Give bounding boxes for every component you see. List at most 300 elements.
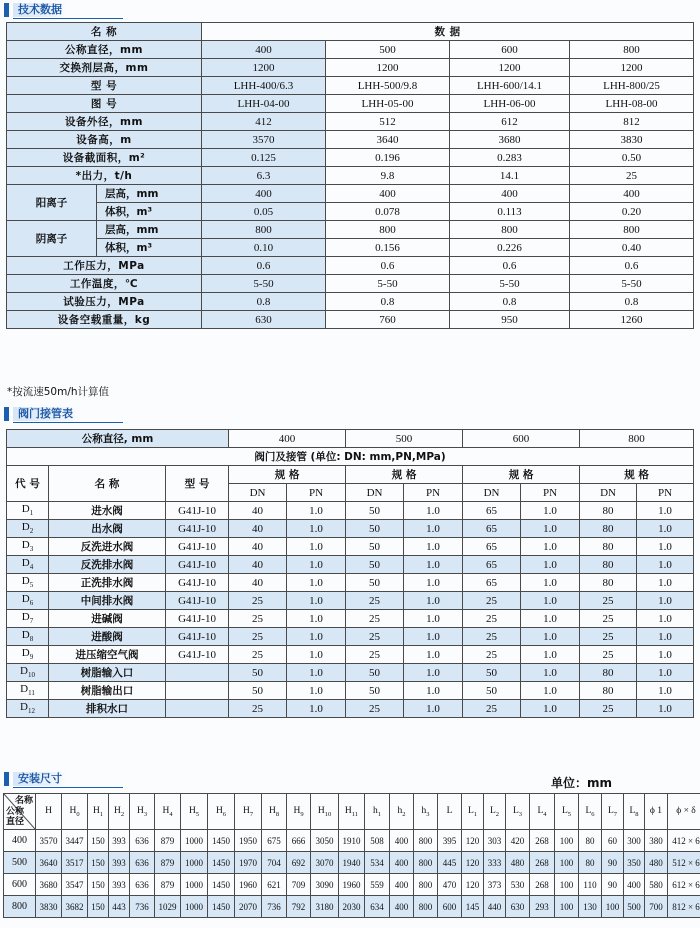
column-subscript: 2: [402, 810, 406, 818]
cell-value: 50: [463, 682, 521, 700]
spec-header: 规 格: [463, 466, 580, 484]
cell-value: 40: [229, 556, 287, 574]
column-header: [262, 794, 287, 830]
cell-value: 100: [555, 874, 579, 896]
valve-code: [7, 556, 49, 574]
header-name: 名 称: [7, 23, 202, 41]
cell-value: 1.0: [521, 520, 580, 538]
valve-name: 出水阀: [49, 520, 166, 538]
table-row: [7, 275, 694, 293]
cell-value: 400: [570, 185, 694, 203]
valve-code: [7, 700, 49, 718]
cell-value: 395: [438, 830, 462, 852]
cell-value: 512: [326, 113, 450, 131]
table-row: [7, 556, 694, 574]
cell-value: 3830: [36, 896, 62, 918]
column-subscript: 1: [473, 810, 478, 818]
cell-value: 40: [229, 538, 287, 556]
cell-value: 1960: [235, 874, 262, 896]
column-subscript: 6: [591, 810, 595, 818]
cell-value: 1.0: [637, 664, 694, 682]
cell-value: 800: [326, 221, 450, 239]
column-header: [530, 794, 555, 830]
row-label: 图 号: [7, 95, 202, 113]
cell-value: 25: [346, 592, 404, 610]
table-header-row: [7, 23, 694, 41]
cell-value: 50: [229, 682, 287, 700]
column-header: [668, 794, 700, 830]
cell-value: 512 × 6: [668, 852, 700, 874]
column-symbol: L: [607, 805, 614, 816]
cell-value: 5-50: [570, 275, 694, 293]
cell-value: 120: [462, 874, 484, 896]
cell-value: 1000: [181, 896, 208, 918]
cell-value: 480: [506, 852, 530, 874]
column-subscript: 7: [249, 810, 254, 818]
table-row: [7, 59, 694, 77]
cell-value: 1.0: [521, 502, 580, 520]
cell-value: 1.0: [404, 574, 463, 592]
cell-value: 268: [530, 830, 555, 852]
cell-value: 25: [346, 628, 404, 646]
column-header: [624, 794, 645, 830]
cell-value: 1.0: [404, 610, 463, 628]
column-subscript: 4: [169, 810, 173, 818]
sub-label: 体积，m³: [97, 203, 202, 221]
table-row: [4, 830, 700, 852]
cell-value: 5-50: [450, 275, 570, 293]
valve-name: 进碱阀: [49, 610, 166, 628]
column-header: [579, 794, 602, 830]
table-row: [7, 149, 694, 167]
column-symbol: ϕ × δ: [676, 805, 696, 816]
table-row: [7, 610, 694, 628]
column-subscript: 5: [567, 810, 572, 818]
table-row: [7, 113, 694, 131]
cell-value: 60: [602, 830, 624, 852]
cell-value: 1.0: [287, 646, 346, 664]
valve-code: [7, 538, 49, 556]
header-data: 数 据: [202, 23, 694, 41]
table-row: [7, 257, 694, 275]
cell-value: 373: [484, 874, 506, 896]
cell-value: 350: [624, 852, 645, 874]
cell-value: 0.05: [202, 203, 326, 221]
cell-value: 800: [414, 874, 438, 896]
cell-value: 120: [462, 830, 484, 852]
cell-value: 3640: [36, 852, 62, 874]
corner-bottom-label: 公称直径: [6, 807, 25, 827]
pn-header: PN: [521, 484, 580, 502]
table-row: [7, 682, 694, 700]
cell-value: 950: [450, 311, 570, 329]
column-symbol: H: [317, 805, 325, 816]
cell-value: 25: [346, 646, 404, 664]
cell-value: 25: [570, 167, 694, 185]
cell-value: 25: [580, 610, 637, 628]
section-header-install: [4, 770, 134, 788]
cell-value: 0.20: [570, 203, 694, 221]
cell-value: 80: [579, 830, 602, 852]
cell-value: 1.0: [637, 520, 694, 538]
cell-value: 621: [262, 874, 287, 896]
cell-value: 3640: [326, 131, 450, 149]
cell-value: 40: [229, 520, 287, 538]
valve-name: 反洗进水阀: [49, 538, 166, 556]
cell-value: 800: [570, 221, 694, 239]
table-row: [7, 239, 694, 257]
table-row: [7, 592, 694, 610]
cell-value: 25: [463, 628, 521, 646]
cell-value: 80: [579, 852, 602, 874]
cell-value: 580: [645, 874, 668, 896]
row-label: 设备截面积，m²: [7, 149, 202, 167]
table-row: [7, 311, 694, 329]
cell-value: 736: [130, 896, 155, 918]
cell-value: 792: [287, 896, 311, 918]
cell-value: 0.283: [450, 149, 570, 167]
column-subscript: 10: [324, 810, 332, 818]
cell-value: 50: [346, 682, 404, 700]
cell-value: 1450: [208, 896, 235, 918]
cell-value: 100: [602, 896, 624, 918]
column-subscript: 9: [300, 810, 304, 818]
cell-value: 5-50: [326, 275, 450, 293]
cell-value: 1.0: [287, 574, 346, 592]
code-subscript: 6: [29, 599, 34, 608]
cell-value: 0.8: [570, 293, 694, 311]
cell-value: 500: [326, 41, 450, 59]
column-symbol: L: [489, 805, 496, 816]
cell-value: 40: [229, 502, 287, 520]
cell-value: LHH-500/9.8: [326, 77, 450, 95]
spec-header: 规 格: [346, 466, 463, 484]
dn-header: DN: [346, 484, 404, 502]
nominal-label: 公称直径, mm: [7, 430, 229, 448]
cell-value: 470: [438, 874, 462, 896]
section-marker: [4, 407, 9, 421]
cell-value: 3680: [450, 131, 570, 149]
sub-label: 层高，mm: [97, 221, 202, 239]
valve-model: [166, 700, 229, 718]
cell-value: 90: [602, 852, 624, 874]
nominal-diameter: 400: [229, 430, 346, 448]
cation-label: 阳离子: [7, 185, 97, 221]
valve-code: [7, 610, 49, 628]
cell-value: 25: [346, 700, 404, 718]
row-diameter: 500: [4, 852, 36, 874]
cell-value: 0.8: [450, 293, 570, 311]
cell-value: 3682: [62, 896, 88, 918]
cell-value: 25: [463, 700, 521, 718]
column-subscript: 3: [143, 810, 148, 818]
cell-value: 412 × 6: [668, 830, 700, 852]
cell-value: 1.0: [521, 538, 580, 556]
column-symbol: H: [162, 805, 170, 816]
cell-value: 1.0: [521, 628, 580, 646]
code-subscript: 8: [29, 635, 34, 644]
cell-value: 636: [130, 852, 155, 874]
cell-value: 50: [346, 664, 404, 682]
valve-model: G41J-10: [166, 610, 229, 628]
row-diameter: 800: [4, 896, 36, 918]
cell-value: 400: [390, 852, 414, 874]
install-dimension-table: [3, 793, 700, 918]
cell-value: 25: [580, 646, 637, 664]
cell-value: 400: [390, 896, 414, 918]
cell-value: 393: [109, 874, 130, 896]
cell-value: 1.0: [521, 574, 580, 592]
code-letter: D: [21, 521, 30, 534]
cell-value: 1200: [202, 59, 326, 77]
table-row: [7, 167, 694, 185]
column-subscript: 4: [543, 810, 547, 818]
cell-value: 3547: [62, 874, 88, 896]
cell-value: LHH-05-00: [326, 95, 450, 113]
pn-header: PN: [404, 484, 463, 502]
cell-value: 800: [202, 221, 326, 239]
valve-name: 树脂输出口: [49, 682, 166, 700]
cell-value: LHH-400/6.3: [202, 77, 326, 95]
cell-value: 65: [463, 502, 521, 520]
column-subscript: 2: [495, 810, 500, 818]
cell-value: 3830: [570, 131, 694, 149]
row-label: 设备空载重量，kg: [7, 311, 202, 329]
code-subscript: 4: [29, 563, 34, 572]
table-row: [7, 95, 694, 113]
cell-value: 440: [484, 896, 506, 918]
column-symbol: H: [293, 805, 301, 816]
code-letter: D: [20, 665, 28, 678]
cell-value: 1970: [235, 852, 262, 874]
sub-label: 层高，mm: [97, 185, 202, 203]
valve-name: 进水阀: [49, 502, 166, 520]
valve-model: G41J-10: [166, 538, 229, 556]
column-symbol: h: [373, 805, 378, 816]
column-symbol: ϕ 1: [649, 805, 663, 816]
valve-name: 进酸阀: [49, 628, 166, 646]
table-row: [7, 41, 694, 59]
cell-value: 0.113: [450, 203, 570, 221]
nominal-diameter: 500: [346, 430, 463, 448]
cell-value: 1.0: [287, 664, 346, 682]
valve-model: [166, 682, 229, 700]
cell-value: 508: [365, 830, 390, 852]
cell-value: 1.0: [404, 646, 463, 664]
cell-value: 150: [88, 830, 109, 852]
cell-value: 65: [463, 520, 521, 538]
cell-value: 50: [346, 502, 404, 520]
cell-value: 1.0: [287, 610, 346, 628]
dn-header: DN: [580, 484, 637, 502]
cell-value: 0.196: [326, 149, 450, 167]
cell-value: 3090: [311, 874, 339, 896]
cell-value: 65: [463, 538, 521, 556]
column-header: [62, 794, 88, 830]
section-underline: [13, 422, 123, 423]
cell-value: 40: [229, 574, 287, 592]
cell-value: 0.125: [202, 149, 326, 167]
anion-label: 阴离子: [7, 221, 97, 257]
cell-value: LHH-08-00: [570, 95, 694, 113]
cell-value: 800: [414, 896, 438, 918]
cell-value: 1.0: [637, 556, 694, 574]
cell-value: 80: [580, 556, 637, 574]
cell-value: 50: [346, 574, 404, 592]
cell-value: 80: [580, 574, 637, 592]
cell-value: 400: [450, 185, 570, 203]
cell-value: 1.0: [637, 538, 694, 556]
cell-value: 1.0: [287, 592, 346, 610]
cell-value: 400: [326, 185, 450, 203]
cell-value: 879: [155, 830, 181, 852]
cell-value: 534: [365, 852, 390, 874]
pn-header: PN: [287, 484, 346, 502]
cell-value: 1.0: [404, 592, 463, 610]
column-header: [181, 794, 208, 830]
nominal-row: [7, 430, 694, 448]
column-subscript: 3: [518, 810, 523, 818]
cell-value: 1.0: [637, 646, 694, 664]
cell-value: 3050: [311, 830, 339, 852]
row-label: 型 号: [7, 77, 202, 95]
column-header: [390, 794, 414, 830]
code-letter: D: [20, 683, 29, 696]
cell-value: 1.0: [637, 502, 694, 520]
column-header: [484, 794, 506, 830]
cell-value: 145: [462, 896, 484, 918]
cell-value: 25: [346, 610, 404, 628]
cell-value: 268: [530, 852, 555, 874]
table-row: [7, 502, 694, 520]
cell-value: 812 × 6: [668, 896, 700, 918]
cell-value: 704: [262, 852, 287, 874]
column-symbol: H: [136, 805, 144, 816]
cell-value: 400: [390, 830, 414, 852]
column-header: [235, 794, 262, 830]
column-symbol: L: [629, 805, 636, 816]
cell-value: 600: [450, 41, 570, 59]
cell-value: 400: [390, 874, 414, 896]
column-symbol: L: [446, 805, 453, 816]
section-header-tech: [4, 1, 134, 19]
cell-value: 25: [463, 646, 521, 664]
cell-value: 0.6: [326, 257, 450, 275]
cell-value: 25: [580, 628, 637, 646]
cell-value: 25: [229, 610, 287, 628]
cell-value: 380: [645, 830, 668, 852]
cell-value: 25: [580, 700, 637, 718]
cell-value: 636: [130, 830, 155, 852]
cell-value: 1.0: [637, 682, 694, 700]
cell-value: 1.0: [404, 502, 463, 520]
tech-data-table: [6, 22, 694, 329]
column-symbol: L: [537, 805, 544, 816]
column-header: [555, 794, 579, 830]
cell-value: 612 × 6: [668, 874, 700, 896]
subtitle-row: [7, 448, 694, 466]
cell-value: LHH-800/25: [570, 77, 694, 95]
row-label: 工作压力，MPa: [7, 257, 202, 275]
section-underline: [13, 787, 123, 788]
cell-value: 1.0: [637, 574, 694, 592]
code-letter: D: [21, 647, 30, 660]
code-letter: D: [21, 575, 30, 588]
column-subscript: 0: [76, 810, 80, 818]
column-header: [155, 794, 181, 830]
cell-value: 1.0: [637, 592, 694, 610]
cell-value: 709: [287, 874, 311, 896]
column-header: [208, 794, 235, 830]
table-row: [7, 185, 694, 203]
cell-value: 800: [570, 41, 694, 59]
column-subscript: 2: [120, 810, 125, 818]
column-symbol: H: [45, 805, 52, 816]
code-subscript: 10: [27, 671, 35, 680]
cell-value: 1.0: [287, 700, 346, 718]
cell-value: 0.10: [202, 239, 326, 257]
cell-value: 110: [579, 874, 602, 896]
cell-value: 1.0: [287, 502, 346, 520]
cell-value: 812: [570, 113, 694, 131]
column-subscript: 1: [377, 810, 381, 818]
cell-value: LHH-04-00: [202, 95, 326, 113]
table-row: [7, 203, 694, 221]
cell-value: 1.0: [404, 700, 463, 718]
table-row: [7, 574, 694, 592]
cell-value: 400: [202, 41, 326, 59]
cell-value: 293: [530, 896, 555, 918]
cell-value: 268: [530, 874, 555, 896]
cell-value: 1.0: [404, 520, 463, 538]
table-row: [7, 538, 694, 556]
row-label: 公称直径，mm: [7, 41, 202, 59]
table-row: [7, 628, 694, 646]
column-header: [88, 794, 109, 830]
cell-value: 1.0: [404, 538, 463, 556]
code-subscript: 9: [29, 653, 34, 662]
valve-code: [7, 574, 49, 592]
column-symbol: H: [215, 805, 223, 816]
cell-value: 1.0: [521, 556, 580, 574]
cell-value: 1.0: [521, 682, 580, 700]
row-label: 设备外径，mm: [7, 113, 202, 131]
spec-header: 规 格: [580, 466, 694, 484]
column-subscript: 8: [275, 810, 280, 818]
column-subscript: 1: [99, 810, 104, 818]
cell-value: 0.8: [202, 293, 326, 311]
valve-model: [166, 664, 229, 682]
cell-value: 0.8: [326, 293, 450, 311]
cell-value: 3570: [36, 830, 62, 852]
column-symbol: h: [397, 805, 403, 816]
column-subscript: 11: [351, 810, 359, 818]
cell-value: 1.0: [404, 556, 463, 574]
row-label: 设备高，m: [7, 131, 202, 149]
cell-value: 2030: [339, 896, 365, 918]
column-symbol: H: [242, 805, 250, 816]
section-title: 安装尺寸: [13, 772, 67, 786]
cell-value: 80: [580, 502, 637, 520]
code-letter: D: [21, 539, 30, 552]
cell-value: 559: [365, 874, 390, 896]
code-letter: D: [21, 503, 30, 516]
column-subscript: 8: [635, 810, 639, 818]
cell-value: 0.078: [326, 203, 450, 221]
cell-value: 9.8: [326, 167, 450, 185]
pn-header: PN: [637, 484, 694, 502]
cell-value: 0.6: [202, 257, 326, 275]
